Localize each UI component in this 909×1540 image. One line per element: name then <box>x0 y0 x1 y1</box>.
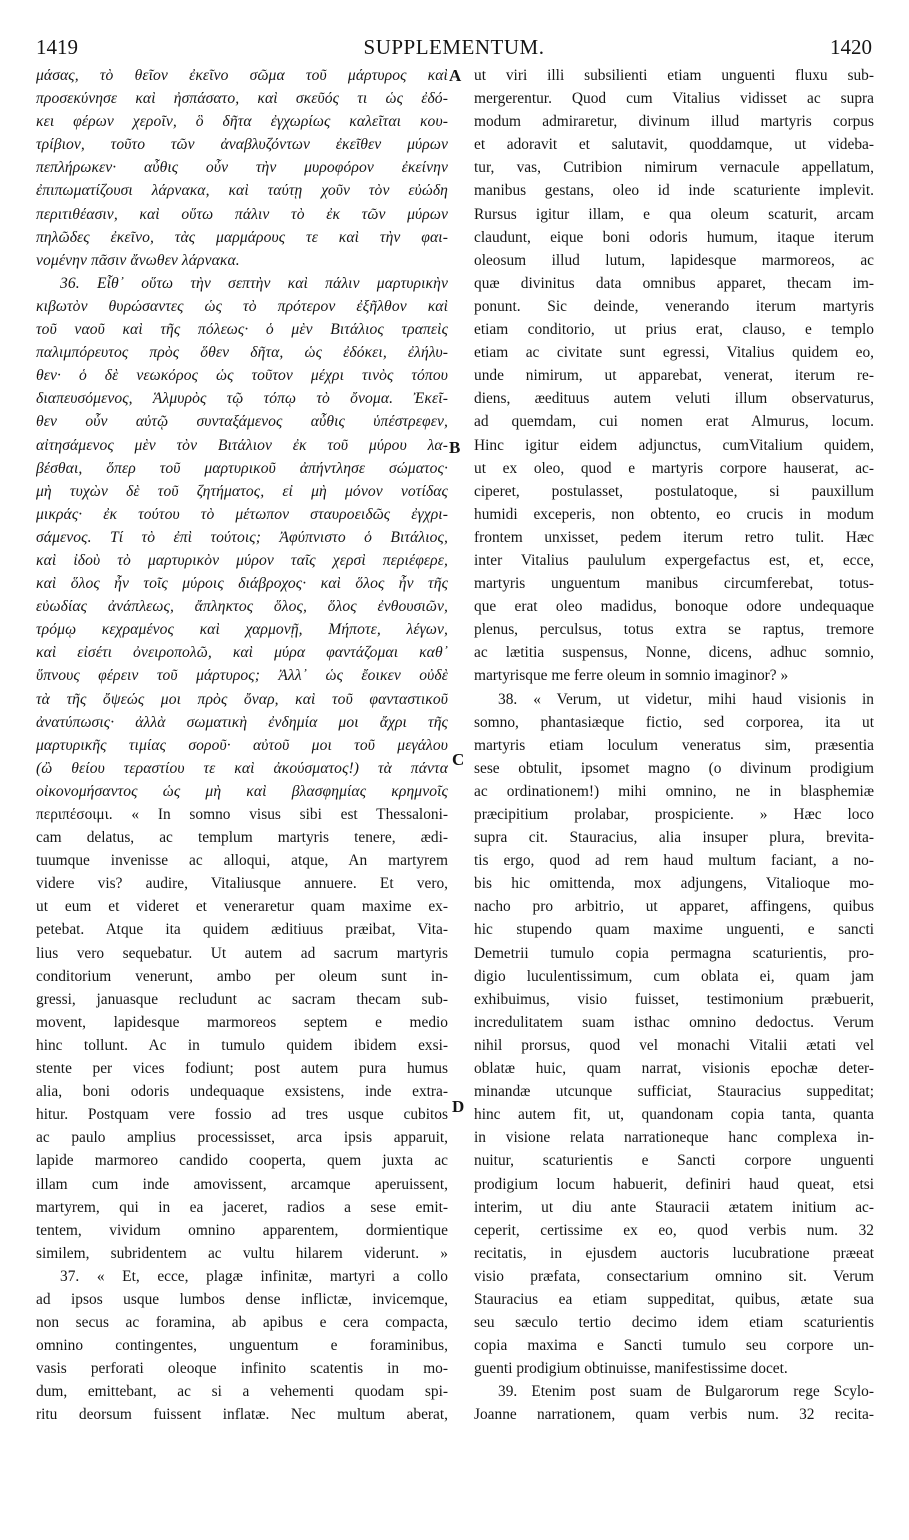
text-line: copia maxima e Sancti tumulo seu corpore un- <box>474 1337 874 1355</box>
text-line: incredulitatem suam isthac omnino dedoctus. Verum <box>474 1013 874 1031</box>
text-line: nacho pro arbitrio, ut apparet, affingens, quibus <box>474 898 874 916</box>
text-line: κιβωτὸν θυρώσαντες ὡς τὸ πρότερον ἐξῆλθον καὶ <box>36 297 448 315</box>
text-line: movent, lapidesque marmoreos septem e medio <box>36 1013 448 1031</box>
text-line: interim, ut diu ante Stauracii ætatem initium ac- <box>474 1198 874 1216</box>
text-line: recitatis, in ejusdem auctoris lucubratione præeat <box>474 1244 874 1262</box>
text-line: modum admiraretur, divinum illud martyris corpus <box>474 113 874 131</box>
text-line: θεν· ὁ δὲ νεωκόρος ὡς τοῦτον μέχρι τινὸς τόπου <box>36 367 448 385</box>
text-line: minandæ utcunque sufficiat, Stauracius suppeditat; <box>474 1083 874 1101</box>
text-line: alia, boni odoris undequaque exsistens, inde extra- <box>36 1083 448 1101</box>
text-line: videre vis? audire, Vitaliusque annuere. Et vero, <box>36 875 448 893</box>
text-line: visio præfata, consectarium omnino sit. Verum <box>474 1267 874 1285</box>
text-line: Rursus igitur illam, e qua oleum scaturit, arcam <box>474 205 874 223</box>
text-line: (ὢ θείου τεραστίου τε καὶ ἀκούσματος!) τὰ πάντα <box>36 759 448 777</box>
text-line: ceperit, certissime ex eo, quod verbis num. 32 <box>474 1221 874 1239</box>
text-line: ac ordinationem!) mihi omnino, ne in blasphemiæ <box>474 782 874 800</box>
text-line: ἀνατύπωσις· ἀλλὰ σωματικὴ ἐνδημία μοι ἄχρι τῆς <box>36 713 448 731</box>
text-line: προσεκύνησε καὶ ἠσπάσατο, καὶ σκεῦός τι ὡς ἐδό- <box>36 90 448 108</box>
section-marker-b: B <box>449 438 461 457</box>
text-line: Hinc igitur eidem adjunctus, cumVitalium quidem, <box>474 436 874 454</box>
text-line: περιτιθέασιν, καὶ οὕτω πάλιν τὸ ἐκ τῶν μύρων <box>36 205 448 223</box>
text-line: ὕπνους φέρειν τοῦ μάρτυρος; Ἀλλ᾽ ὡς ἔοικεν οὐδὲ <box>36 667 448 685</box>
text-line: petebat. Atque ita quidem æditiuus præibat, Vita- <box>36 921 448 939</box>
text-line: tur, vas, Cutribion nimirum vernaculе appellatum, <box>474 159 874 177</box>
text-line: οἰκονομήσαντος ὡς μὴ καὶ βλασφημίας κρημνοῖς <box>36 782 448 800</box>
text-line: illam cum inde amovissent, arcamque aperuissent, <box>36 1175 448 1193</box>
text-line: αἰτησάμενος μὲν τὸν Βιτάλιον ἐκ τοῦ μύρου λα- <box>36 436 448 454</box>
text-line: tentem, vividum omnino apparentem, dormientique <box>36 1221 448 1239</box>
text-line: cam delatus, ac templum martyris tenere, ædi- <box>36 829 448 847</box>
text-line: prodigium locum habuerit, definiri haud queat, etsi <box>474 1175 874 1193</box>
text-line: Stauracius ea etiam suppeditat, quibus, ætate sua <box>474 1290 874 1308</box>
page-number-left: 1419 <box>36 35 78 59</box>
text-line: supra cit. Stauracius, alia insuper plura, brevita- <box>474 829 874 847</box>
text-line: in visione relata narrationeque hanc complexa in- <box>474 1129 874 1147</box>
text-line: hitur. Postquam vere fossio ad tres usque cubitos <box>36 1106 448 1124</box>
text-line: 38. « Verum, ut videtur, mihi haud visionis in <box>498 690 874 708</box>
text-line: μὴ τυχὼν δὲ τοῦ ζητήματος, εἰ μὴ μόνον νοτίδας <box>36 482 448 500</box>
text-line: plenus, perculsus, totus extra se raptus, tremore <box>474 621 874 639</box>
text-line: ad quemdam, cui nomen erat Almurus, locum. <box>474 413 874 431</box>
text-line: Demetrii tumulo copia permagna scaturientis, pro- <box>474 944 874 962</box>
section-marker-d: D <box>452 1097 465 1116</box>
text-line: κει φέρων χεροῖν, ὃ δῆτα ἐγχωρίως καλεῖται κου- <box>36 113 448 131</box>
text-line: bis hic omittenda, mox adjungens, Vitalioque mo- <box>474 875 874 893</box>
text-line: ἐπιπωματίζουσι λάρνακα, καὶ ταύτῃ χοῦν τὸν εὐώδη <box>36 182 448 200</box>
text-line: lapide marmoreo candido cooperta, quem juxta ac <box>36 1152 448 1170</box>
text-line: τρίβιον, τοῦτο τῶν ἀναβλυζόντων ἐκεῖθεν μύρων <box>36 136 448 154</box>
text-line: μαρτυρικῆς τιμίας σοροῦ· αὐτοῦ μοι τοῦ μεγάλου <box>36 736 448 754</box>
text-line: lius vero sequebatur. Ut autem ad sacrum martyris <box>36 944 448 962</box>
text-line: martyrisque me ferre oleum in somnio imaginor? » <box>474 667 789 685</box>
text-line: παλιμπόρευτος πρὸς ὅθεν δῆτα, ὡς ἐδόκει, ἐλήλυ- <box>36 344 448 362</box>
text-line: vasis perforati oleoque infinito scatentis in mo- <box>36 1360 448 1378</box>
text-line: περιπέσοιμι. « In somno visus sibi est Thessaloni- <box>36 806 448 823</box>
text-line: 39. Etenim post suam de Bulgarorum rege Scylo- <box>498 1383 874 1401</box>
text-line: humidi exceperis, non obtento, eo crucis in modum <box>474 505 874 523</box>
text-line: inter Vitalius paululum expergefactus est, et, ecce, <box>474 551 874 569</box>
text-line: βέσθαι, ὅπερ τοῦ μαρτυρικοῦ ἀπήντλησε σώματος· <box>36 459 448 477</box>
text-line: oleosum illud lutum, lapidesque marmoreos, ac <box>474 251 874 269</box>
text-line: tuumque invenisse ac alloqui, atque, An martyrem <box>36 852 448 870</box>
text-line: μάσας, τὸ θεῖον ἐκεῖνο σῶμα τοῦ μάρτυρος καὶ <box>36 67 448 84</box>
text-line: nihil prorsus, quod vel monachi Vitalii ætati vel <box>474 1036 874 1054</box>
text-line: τὰ τῆς ὄψεώς μοι πρὸς ὄναρ, καὶ τοῦ φανταστικοῦ <box>36 690 448 708</box>
text-line: mergerentur. Quod cum Vitalius vidisset ac supra <box>474 90 874 108</box>
text-line: digio luculentissimum, cum oblata ei, quam jam <box>474 967 874 985</box>
text-line: martyris etiam loculum veneratus sim, præsentia <box>474 736 874 754</box>
text-line: 36. Εἶθ᾽ οὕτω τὴν σεπτὴν καὶ πάλιν μαρτυρικὴν <box>60 274 448 292</box>
text-line: exhibuimus, visio fuisset, testimonium præbuerit, <box>474 990 874 1008</box>
text-line: πηλῶδες ἐκεῖνο, τὰς μαρμάρους τε καὶ τὴν φαι- <box>36 228 448 246</box>
right-column <box>474 64 874 1427</box>
text-line: martyrem, qui in ea jaceret, radios a sese emit- <box>36 1198 448 1216</box>
text-line: 37. « Et, ecce, plagæ infinitæ, martyri a collo <box>60 1267 448 1285</box>
text-line: hinc tollunt. Ac in tumulo quidem ibidem exsi- <box>36 1036 448 1054</box>
text-line: unde nimirum, ut apparebat, venerat, iterum re- <box>474 367 874 385</box>
text-line: diens, æedituus autem veluti illum observaturus, <box>474 390 874 408</box>
text-line: guenti prodigium obtinuisse, manifestissime docet. <box>474 1360 788 1378</box>
text-line: ut ex oleo, quod e martyris corpore hauserat, ac- <box>474 459 874 477</box>
text-line: καὶ εἰσέτι ὀνειροπολῶ, καὶ μύρα φαντάζομαι καθ᾽ <box>36 644 448 662</box>
text-line: ac paulo amplius processisset, arca ipsis apparuit, <box>36 1129 448 1147</box>
text-line: non secus ac foramina, ab apibus e cera compacta, <box>36 1314 448 1332</box>
text-line: que erat oleo madidus, bonoque odore undequaque <box>474 598 874 616</box>
text-line: præcipitium prolabar, prospiciente. » Hæc loco <box>474 806 874 823</box>
text-line: seu sæculo tertio decimo idem etiam scaturientis <box>474 1314 874 1332</box>
text-line: hic stupendo quam maxime unguenti, e sancti <box>474 921 874 939</box>
text-line: oblatæ huic, quam narrat, visionis epochæ deter- <box>474 1060 874 1078</box>
text-line: gressi, januasque recludunt ac sacram thecam sub- <box>36 990 448 1008</box>
text-line: ac lætitia suspensus, Nonne, dicens, adhuc somnio, <box>474 644 874 662</box>
text-line: ut eum et videret et veneraretur quam maxime ex- <box>36 898 448 916</box>
text-line: omnino contingentes, unguentum e foraminibus, <box>36 1337 448 1355</box>
text-line: καὶ ἰδοὺ τὸ μαρτυρικὸν μύρον ταῖς χερσὶ περιέφερε, <box>36 551 448 569</box>
section-marker-a: A <box>449 66 462 85</box>
running-title: SUPPLEMENTUM. <box>363 35 545 59</box>
text-line: τοῦ ναοῦ καὶ τῆς πόλεως· ὁ μὲν Βιτάλιος τραπεὶς <box>36 321 448 339</box>
text-line: quæ divinitus data omnibus apparet, thecam im- <box>474 274 874 292</box>
running-header <box>36 34 872 60</box>
text-line: claudunt, eique boni odoris humum, itaque iterum <box>474 228 874 246</box>
text-line: frontem unxisset, pedem iterum retro tulit. Hæc <box>474 528 874 546</box>
text-line: διαπευσόμενος, Ἁλμυρὸς τῷ τόπῳ τὸ ὄνομα. Ἐκεῖ- <box>36 390 448 408</box>
text-line: manibus gestans, oleo id inde scaturiente implevit. <box>474 182 874 200</box>
text-line: etiam ac civitate sunt egressi, Vitalius quidem eo, <box>474 344 874 362</box>
section-marker-c: C <box>452 750 465 769</box>
text-line: μικράς· ἐκ τούτου τὸ μέτωπον σταυροειδῶς ἐγχρι- <box>36 505 448 523</box>
text-line: ritu deorsum fuissent inflatæ. Nec multum aberat, <box>36 1406 448 1424</box>
text-line: τρόμῳ κεχραμένος καὶ χαρμονῇ, Μήποτε, λέγων, <box>36 621 448 639</box>
text-line: somno, phantasiæque fictio, sed corporea, ita ut <box>474 713 874 731</box>
text-line: similem, subridentem ac vultu hilarem viderunt. » <box>36 1244 448 1262</box>
text-line: dum, emittebant, ac si a vehementi quodam spi- <box>36 1383 448 1401</box>
page-number-right: 1420 <box>830 35 872 59</box>
text-line: ad ipsos usque lumbos dense inflictæ, invicemque, <box>36 1290 448 1308</box>
text-line: hinc autem fit, ut, quandonam copia tanta, quanta <box>474 1106 874 1124</box>
text-line: tis ergo, quod ad rem haud multum faciant, a no- <box>474 852 874 870</box>
text-line: martyris unguentum manibus circumferebat, totus- <box>474 575 874 593</box>
text-line: ciperet, postulasset, postulatoque, si pauxillum <box>474 482 874 500</box>
text-line: πεπλήρωκεν· αὖθις οὖν τὴν μυροφόρον ἐκείνην <box>36 159 448 177</box>
text-line: θεν οὖν αὐτῷ συνταξάμενος αὖθις ὑπέστρεφεν, <box>36 413 448 431</box>
text-line: ut viri illi subsilienti etiam unguenti fluxu sub- <box>474 67 874 84</box>
text-line: sese obtulit, ipsomet magno (o divinum prodigium <box>474 759 874 777</box>
text-line: νομένην πᾶσιν ἄνωθεν λάρνακα. <box>36 251 240 269</box>
text-line: et adoravit et salutavit, quoddamque, ut videba- <box>474 136 874 154</box>
text-line: conditorium venerunt, ambo per oleum sunt in- <box>36 967 448 985</box>
text-line: etiam conditorio, ut prius erat, clauso, e templo <box>474 321 874 339</box>
text-line: ponunt. Sic deinde, venerando iterum martyris <box>474 297 874 315</box>
text-line: Joanne narrationem, quam verbis num. 32 recita- <box>474 1406 874 1424</box>
text-line: καὶ ὅλος ἦν τοῖς μύροις διάβροχος· καὶ ὅλος ἦν τῆς <box>36 575 448 593</box>
text-line: σάμενος. Τί τὸ ἐπὶ τούτοις; Ἀφύπνιστο ὁ Βιτάλιος, <box>36 528 448 546</box>
text-line: nuitur, scaturientis e Sancti corpore unguenti <box>474 1152 874 1170</box>
left-column <box>36 64 448 1427</box>
text-line: stente per vices fodiunt; post autem pura humus <box>36 1060 448 1078</box>
text-line: εὐωδίας ἀνάπλεως, ἄπληκτος ὅλος, ὅλος ἐνθουσιῶν, <box>36 598 448 616</box>
